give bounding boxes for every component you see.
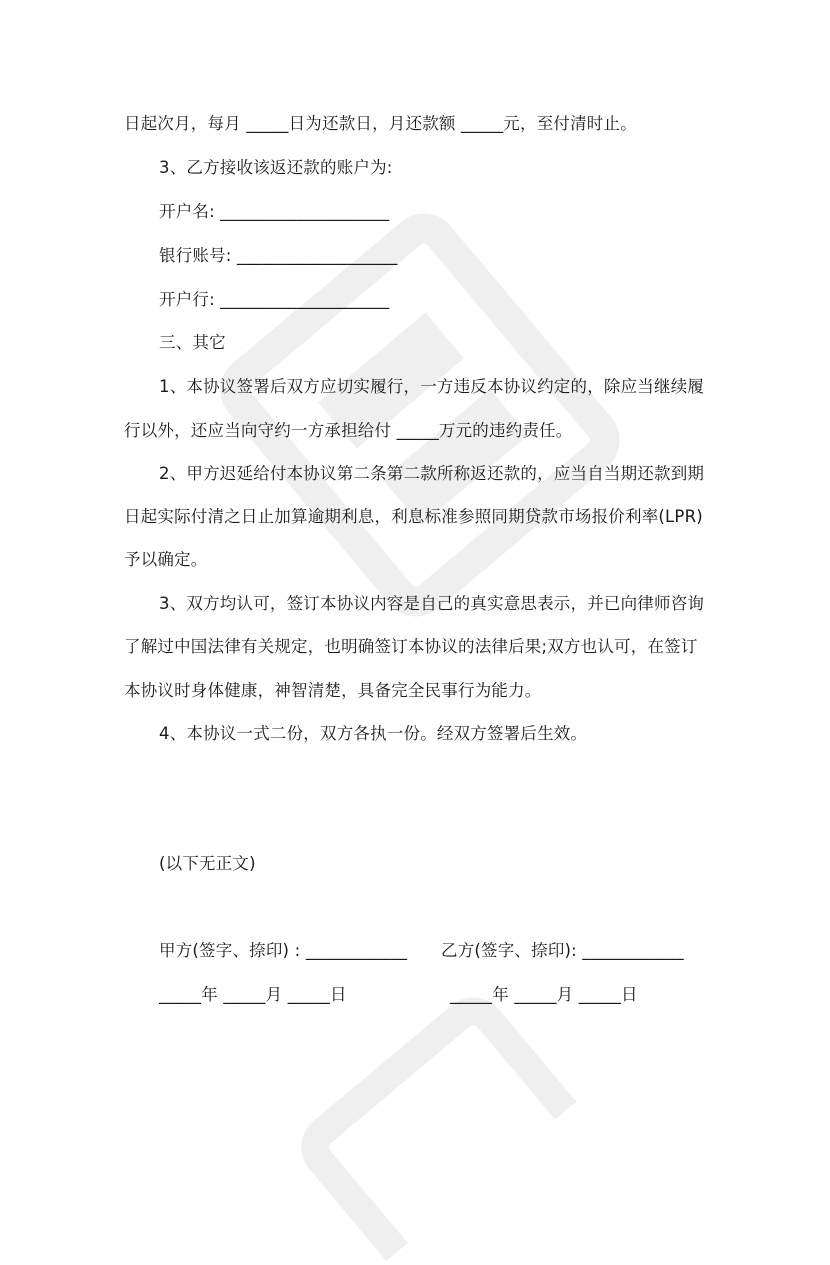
text-line: 银行账号: ___________________ (159, 246, 398, 265)
signature-party-b: 乙方(签字、捺印): ____________ (441, 941, 684, 960)
text-line: 4、本协议一式二份，双方各执一份。经双方签署后生效。 (159, 724, 588, 743)
date-party-b: _____年 _____月 _____日 (450, 985, 638, 1004)
text-line: 开户行: ____________________ (159, 290, 390, 309)
text-line: 予以确定。 (124, 550, 208, 569)
text-line: 日起实际付清之日止加算逾期利息，利息标准参照同期贷款市场报价利率(LPR) (124, 507, 703, 526)
end-note: (以下无正文) (159, 854, 256, 873)
text-line: 了解过中国法律有关规定，也明确签订本协议的法律后果;双方也认可，在签订 (124, 637, 698, 656)
section-heading: 三、其它 (159, 333, 226, 352)
text-line: 3、双方均认可，签订本协议内容是自己的真实意思表示，并已向律师咨询 (159, 594, 705, 613)
text-line: 2、甲方迟延给付本协议第二条第二款所称返还款的，应当自当期还款到期 (159, 464, 705, 483)
text-line: 3、乙方接收该返还款的账户为: (159, 158, 393, 177)
text-line: 行以外，还应当向守约一方承担给付 _____万元的违约责任。 (124, 421, 573, 440)
date-party-a: _____年 _____月 _____日 (159, 985, 347, 1004)
watermark-logo-bottom (279, 975, 581, 1265)
text-line: 1、本协议签署后双方应切实履行，一方违反本协议约定的，除应当继续履 (159, 377, 705, 396)
text-line: 日起次月，每月 _____日为还款日，月还款额 _____元，至付清时止。 (124, 114, 637, 133)
signature-party-a: 甲方(签字、捺印) : ____________ (159, 941, 408, 960)
text-line: 开户名: ____________________ (159, 202, 390, 221)
text-line: 本协议时身体健康，神智清楚，具备完全民事行为能力。 (124, 681, 542, 700)
